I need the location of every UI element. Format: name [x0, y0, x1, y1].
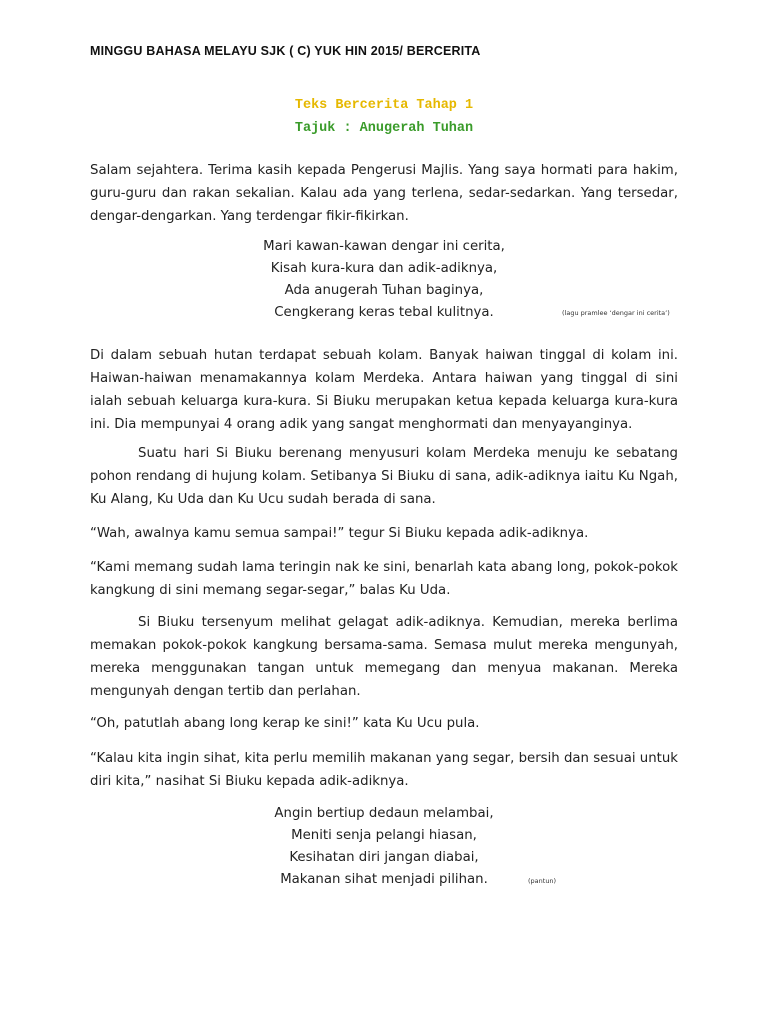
pantun-line: Meniti senja pelangi hiasan,: [291, 828, 477, 843]
paragraph-journey: Suatu hari Si Biuku berenang menyusuri kolam Merdeka menuju ke sebatang pohon rendang di hujung kolam. Setibanya Si Biuku di sana, adik-adiknya iaitu Ku Ngah, Ku Alang, Ku Uda dan Ku Ucu sudah berada di sana.: [90, 446, 678, 507]
paragraph-eating: Si Biuku tersenyum melihat gelagat adik-adiknya. Kemudian, mereka berlima memakan pokok-pokok kangkung bersama-sama. Semasa mulut mereka mengunyah, mereka menggunakan tangan untuk memegang dan menyua makanan. Mereka mengunyah dengan tertib dan perlahan.: [90, 615, 678, 699]
story-title: Teks Bercerita Tahap 1: [294, 98, 474, 113]
pantun-note: (pantun): [528, 877, 557, 885]
pantun-verse: [0, 803, 768, 891]
paragraph-dialogue-2: “Kami memang sudah lama teringin nak ke sini, benarlah kata abang long, pokok-pokok kangkung di sini memang segar-segar,” balas Ku Uda.: [90, 560, 678, 598]
paragraph-greeting: Salam sejahtera. Terima kasih kepada Pengerusi Majlis. Yang saya hormati para hakim, guru-guru dan rakan sekalian. Kalau ada yang terlena, sedar-sedarkan. Yang tersedar, dengar-dengarkan. Yang terdengar fikir-fikirkan.: [90, 163, 678, 224]
song-line: Ada anugerah Tuhan baginya,: [284, 283, 484, 298]
song-line: Mari kawan-kawan dengar ini cerita,: [263, 239, 505, 254]
song-line: Kisah kura-kura dan adik-adiknya,: [270, 261, 498, 276]
paragraph-dialogue-1: “Wah, awalnya kamu semua sampai!” tegur Si Biuku kepada adik-adiknya.: [90, 526, 589, 541]
paragraph-intro: Di dalam sebuah hutan terdapat sebuah kolam. Banyak haiwan tinggal di kolam ini. Haiwan-haiwan menamakannya kolam Merdeka. Antara haiwan yang tinggal di sini ialah sebuah keluarga kura-kura. Si Biuku merupakan ketua kepada keluarga kura-kura ini. Dia mempunyai 4 orang adik yang sangat menghormati dan menyayanginya.: [90, 348, 678, 432]
title-block: [0, 94, 768, 140]
pantun-line: Kesihatan diri jangan diabai,: [289, 850, 479, 865]
paragraph-advice: “Kalau kita ingin sihat, kita perlu memilih makanan yang segar, bersih dan sesuai untuk diri kita,” nasihat Si Biuku kepada adik-adiknya.: [90, 751, 678, 789]
pantun-line: Angin bertiup dedaun melambai,: [274, 806, 494, 821]
pantun-line: Makanan sihat menjadi pilihan.: [280, 872, 488, 887]
paragraph-dialogue-3: “Oh, patutlah abang long kerap ke sini!” kata Ku Ucu pula.: [90, 716, 480, 731]
song-note: (lagu pramlee ‘dengar ini cerita’): [562, 309, 670, 317]
document-header: MINGGU BAHASA MELAYU SJK ( C) YUK HIN 2015/ BERCERITA: [90, 44, 481, 58]
song-line: Cengkerang keras tebal kulitnya.: [274, 305, 494, 320]
story-subtitle: Tajuk : Anugerah Tuhan: [294, 121, 474, 136]
